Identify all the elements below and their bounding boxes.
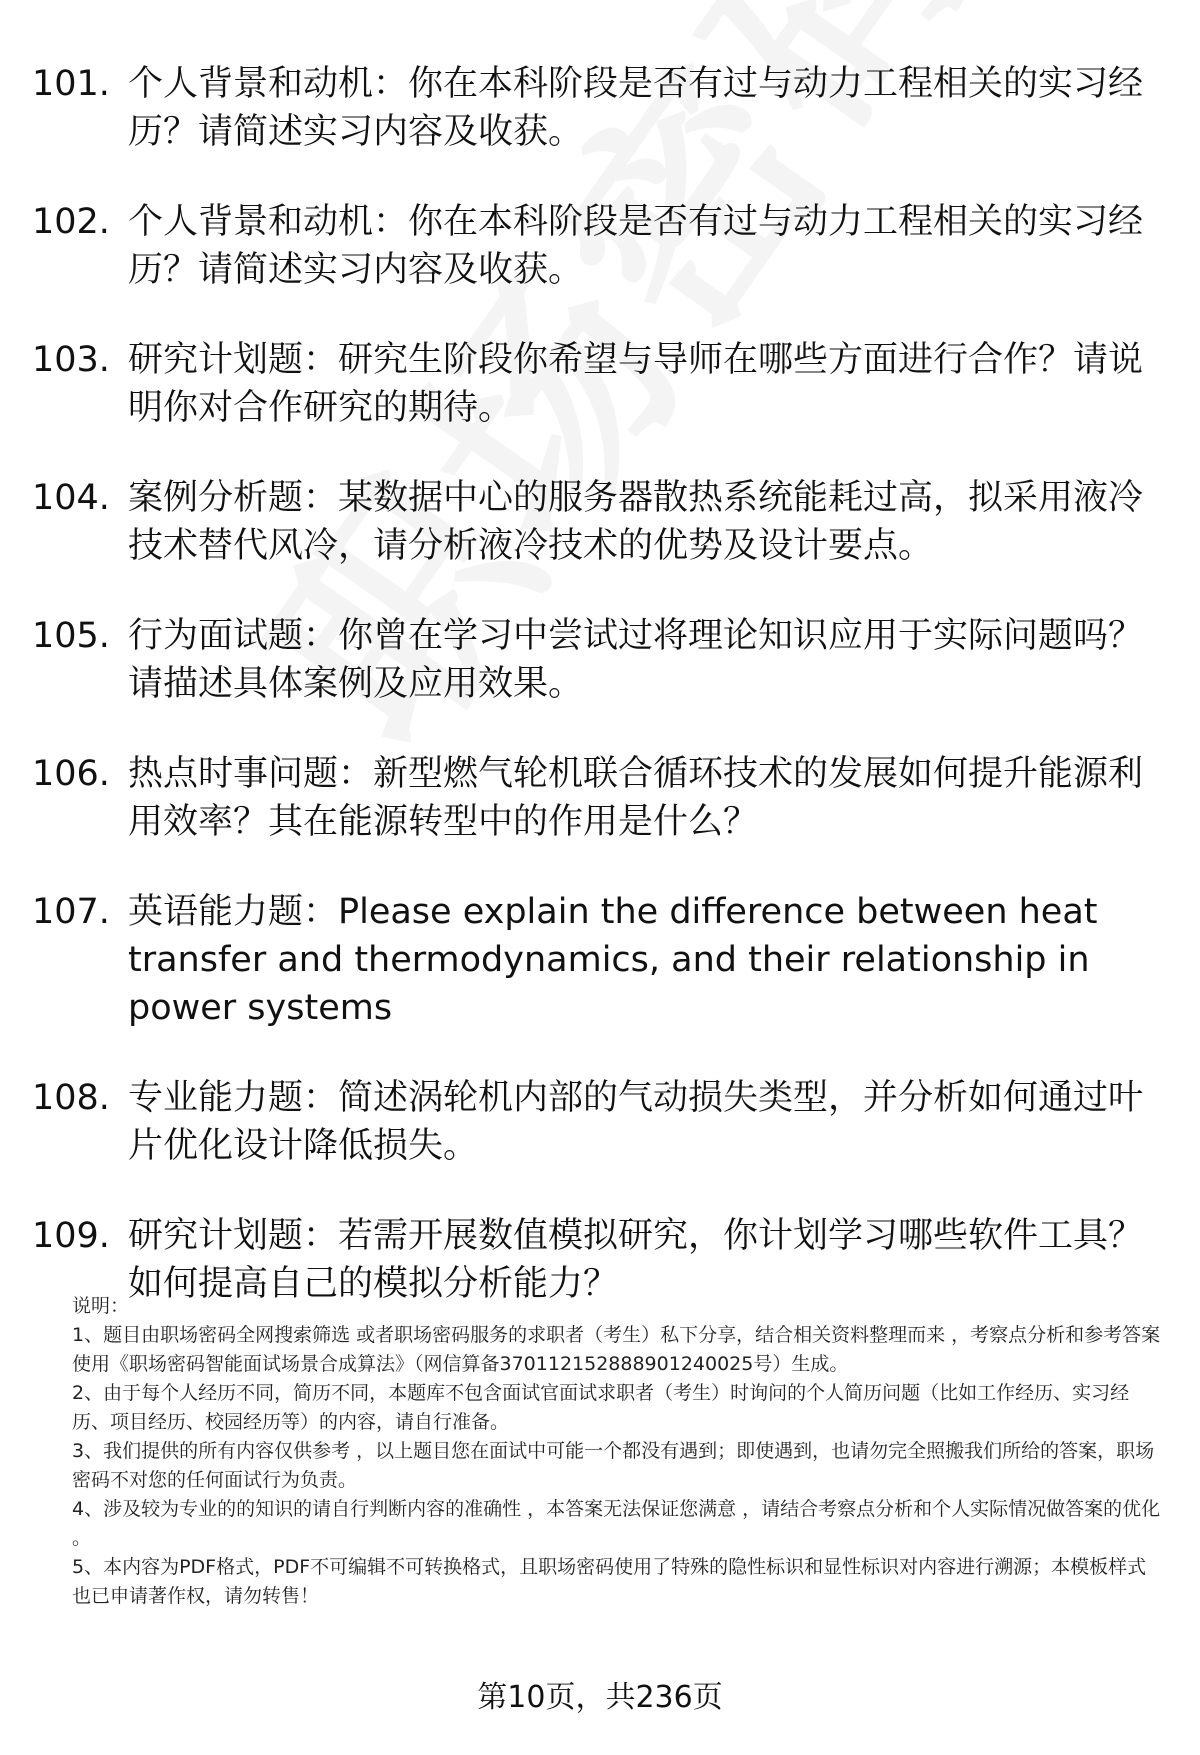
question-item bbox=[32, 60, 1167, 156]
question-item bbox=[32, 750, 1167, 846]
note-item: 2、由于每个人经历不同，简历不同，本题库不包含面试官面试求职者（考生）时询问的个人简历问题（比如工作经历、实习经历、项目经历、校园经历等）的内容，请自行准备。 bbox=[72, 1382, 1130, 1433]
question-number: 103. bbox=[32, 340, 110, 380]
question-number: 105. bbox=[32, 616, 110, 656]
question-item bbox=[32, 474, 1167, 570]
question-text: 案例分析题：某数据中心的服务器散热系统能耗过高，拟采用液冷技术替代风冷，请分析液冷技术的优势及设计要点。 bbox=[128, 478, 1144, 566]
notes-title: 说明： bbox=[72, 1295, 130, 1317]
note-item: 4、涉及较为专业的的知识的请自行判断内容的准确性 ，本答案无法保证您满意 ，请结合考察点分析和个人实际情况做答案的优化 。 bbox=[72, 1498, 1161, 1549]
question-text: 研究计划题：若需开展数值模拟研究，你计划学习哪些软件工具？如何提高自己的模拟分析能力？ bbox=[128, 1216, 1144, 1304]
question-text: 热点时事问题：新型燃气轮机联合循环技术的发展如何提升能源利用效率？其在能源转型中的作用是什么？ bbox=[128, 754, 1144, 842]
question-item bbox=[32, 612, 1167, 708]
note-item: 3、我们提供的所有内容仅供参考 ，以上题目您在面试中可能一个都没有遇到；即使遇到，也请勿完全照搬我们所给的答案，职场密码不对您的任何面试行为负责。 bbox=[72, 1440, 1155, 1491]
note-item: 5、本内容为PDF格式，PDF不可编辑不可转换格式，且职场密码使用了特殊的隐性标识和显性标识对内容进行溯源；本模板样式也已申请著作权，请勿转售！ bbox=[72, 1556, 1147, 1607]
question-number: 108. bbox=[32, 1078, 110, 1118]
question-number: 101. bbox=[32, 64, 110, 104]
question-number: 106. bbox=[32, 754, 110, 794]
note-item: 1、题目由职场密码全网搜索筛选 或者职场密码服务的求职者（考生）私下分享，结合相关资料整理而来 ，考察点分析和参考答案使用《职场密码智能面试场景合成算法》（网信算备370112152888901240025号）生成。 bbox=[72, 1324, 1161, 1375]
question-text: 行为面试题：你曾在学习中尝试过将理论知识应用于实际问题吗？请描述具体案例及应用效果。 bbox=[128, 616, 1144, 704]
question-text: 英语能力题：Please explain the difference between heat transfer and thermodynamics, and their relationship in power systems bbox=[128, 892, 1098, 1028]
question-item bbox=[32, 336, 1167, 432]
question-text: 个人背景和动机：你在本科阶段是否有过与动力工程相关的实习经历？请简述实习内容及收获。 bbox=[128, 64, 1144, 152]
question-number: 107. bbox=[32, 892, 110, 932]
question-text: 个人背景和动机：你在本科阶段是否有过与动力工程相关的实习经历？请简述实习内容及收获。 bbox=[128, 202, 1144, 290]
page-number: 第10页，共236页 bbox=[477, 1680, 723, 1715]
question-item bbox=[32, 888, 1167, 1032]
question-number: 104. bbox=[32, 478, 110, 518]
notes-section bbox=[72, 1292, 1162, 1611]
question-item bbox=[32, 1074, 1167, 1170]
question-item bbox=[32, 198, 1167, 294]
question-list bbox=[32, 60, 1167, 1350]
question-number: 102. bbox=[32, 202, 110, 242]
question-text: 研究计划题：研究生阶段你希望与导师在哪些方面进行合作？请说明你对合作研究的期待。 bbox=[128, 340, 1144, 428]
question-text: 专业能力题：简述涡轮机内部的气动损失类型，并分析如何通过叶片优化设计降低损失。 bbox=[128, 1078, 1144, 1166]
question-number: 109. bbox=[32, 1216, 110, 1256]
